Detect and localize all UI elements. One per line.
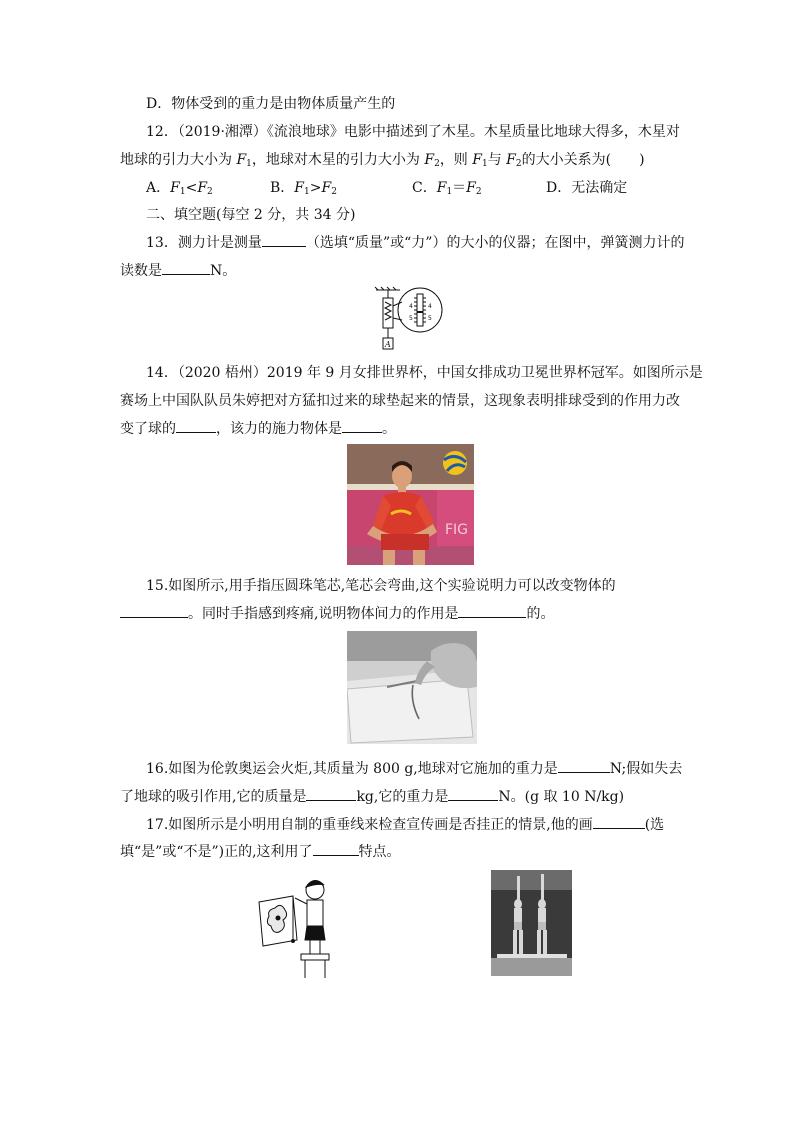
q14-line2: 赛场上中国队队员朱婷把对方猛扣过来的球垫起来的情景，这现象表明排球受到的作用力改 bbox=[120, 393, 680, 409]
q15-line2: 。同时手指感到疼痛,说明物体间力的作用是 的。 bbox=[120, 603, 554, 624]
volleyball-player-photo bbox=[347, 444, 474, 565]
q15-line1: 15.如图所示,用手指压圆珠笔芯,笔芯会弯曲,这个实验说明力可以改变物体的 bbox=[146, 578, 616, 594]
q17-line2: 填“是”或“不是”)正的,这利用了 特点。 bbox=[120, 841, 401, 862]
svg-text:FIG: FIG bbox=[445, 522, 469, 538]
pen-refill-photo bbox=[347, 631, 477, 744]
plumb-line-poster-drawing bbox=[253, 874, 337, 980]
gymnasts-photo bbox=[491, 870, 572, 976]
q12-option-b: B．$F_1>F_2$ bbox=[270, 180, 337, 197]
q12-option-d: D．无法确定 bbox=[546, 180, 628, 196]
weight-label-a: A bbox=[385, 340, 391, 349]
q17-line1: 17.如图所示是小明用自制的重垂线来检查宣传画是否挂正的情景,他的画 (选 bbox=[146, 814, 664, 835]
scale-mark-4-left: 4 bbox=[409, 303, 413, 310]
q13-line1: 13．测力计是测量 （选填“质量”或“力”）的大小的仪器；在图中，弹簧测力计的 bbox=[146, 232, 684, 253]
q14-line1: 14．（2020 梧州）2019 年 9 月女排世界杯，中国女排成功卫冕世界杯冠军。如图所示是 bbox=[146, 365, 703, 381]
q14-line3: 变了球的 ，该力的施力物体是 。 bbox=[120, 418, 396, 439]
spring-scale-figure bbox=[370, 286, 446, 356]
q12-line1: 12．（2019·湘潭）《流浪地球》电影中描述到了木星。木星质量比地球大得多，木星对 bbox=[146, 124, 680, 140]
scale-mark-5-left: 5 bbox=[409, 315, 413, 322]
q16-line2: 了地球的吸引作用,它的质量是 kg,它的重力是 N。(g 取 10 N/kg) bbox=[120, 786, 624, 807]
q12-option-a: A．$F_1<F_2$ bbox=[146, 180, 213, 197]
section-heading: 二、填空题(每空 2 分，共 34 分) bbox=[146, 207, 356, 223]
scale-mark-5-right: 5 bbox=[428, 315, 432, 322]
scale-mark-4-right: 4 bbox=[428, 303, 432, 310]
q12-option-c: C．$F_1=F_2$ bbox=[412, 180, 482, 197]
q11-option-d: D．物体受到的重力是由物体质量产生的 bbox=[146, 96, 396, 112]
q12-line2: 地球的引力大小为 $F_1$，地球对木星的引力大小为 $F_2$，则 $F_1$与 $F_2$的大小关系为( ) bbox=[120, 152, 645, 169]
q16-line1: 16.如图为伦敦奥运会火炬,其质量为 800 g,地球对它施加的重力是 N;假如失去 bbox=[146, 758, 682, 779]
q13-line2: 读数是 N。 bbox=[120, 260, 236, 281]
